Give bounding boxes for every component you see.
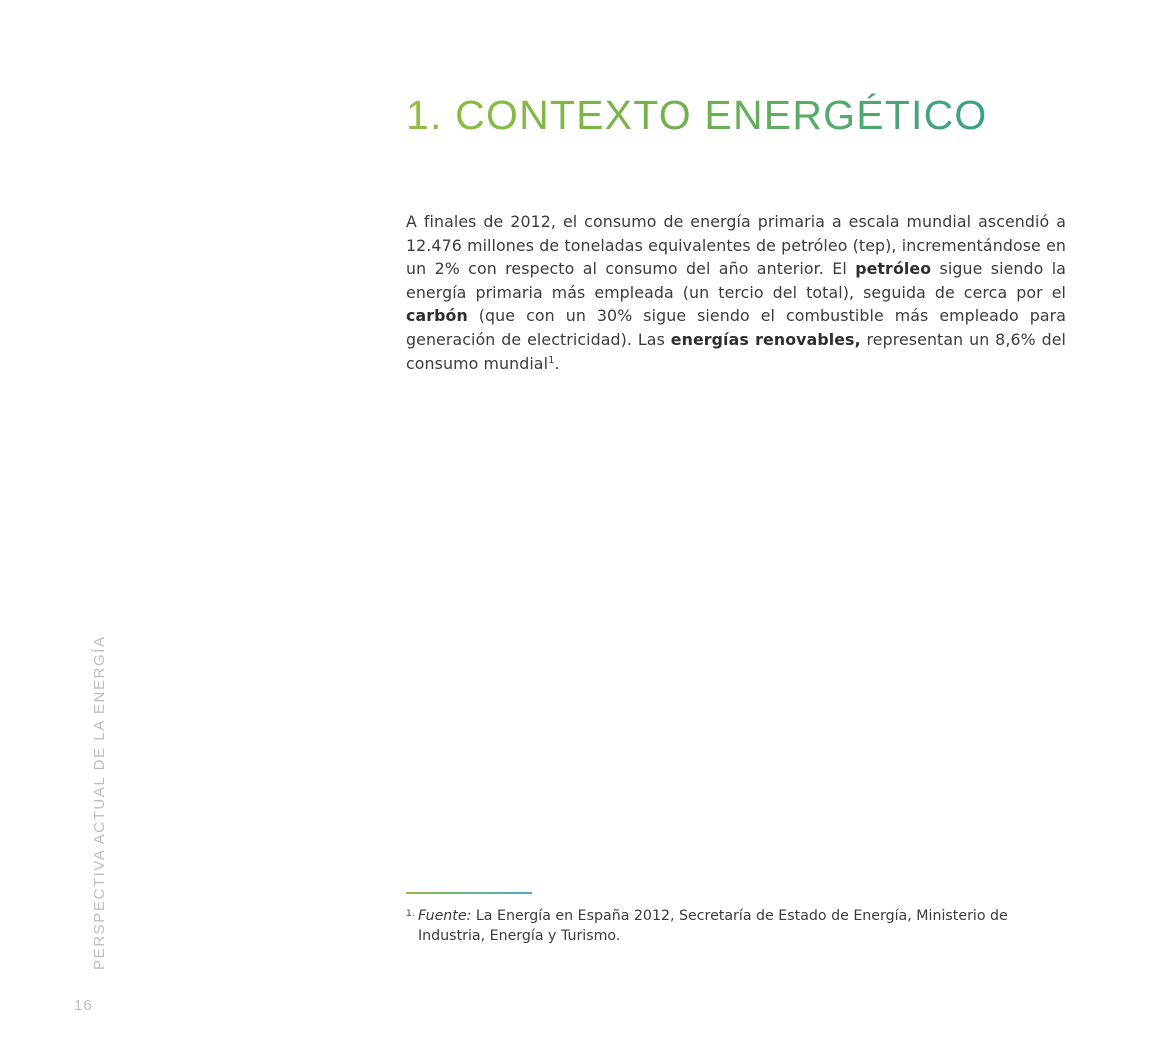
paragraph-text: sigue siendo la energía primaria más empleada (un tercio del total), seguida de cerca por el (406, 259, 1067, 302)
bold-term-petroleo: petróleo (855, 259, 932, 279)
paragraph-text: representan un 8,6% del consumo mundial (406, 329, 1066, 373)
section-side-label: PERSPECTIVA ACTUAL DE LA ENERGÍA (91, 635, 108, 970)
paragraph-text: . (554, 353, 560, 373)
paragraph-text: A finales de 2012, el consumo de energía primaria a escala mundial ascendió a 12.476 millones de toneladas equivalentes de petróleo (tep), incrementándose en un 2% con respecto al consumo del año anterior. El (406, 212, 1066, 279)
footnote-source-label: Fuente: (418, 908, 472, 924)
footnote-text: La Energía en España 2012, Secretaría de Estado de Energía, Ministerio de Industria, Energía y Turismo. (418, 908, 1008, 944)
page-title: 1. CONTEXTO ENERGÉTICO (406, 92, 988, 138)
paragraph-text: (que con un 30% sigue siendo el combustible más empleado para generación de electricidad). Las (406, 306, 1066, 349)
footnote-marker: 1. (406, 909, 415, 919)
footnote-reference: 1 (548, 354, 555, 366)
footnote-divider (406, 892, 532, 894)
bold-term-renovables: energías renovables, (670, 329, 861, 349)
footnote (406, 907, 1076, 946)
bold-term-carbon: carbón (406, 306, 468, 326)
body-paragraph (406, 210, 1066, 375)
page-number: 16 (74, 997, 93, 1014)
